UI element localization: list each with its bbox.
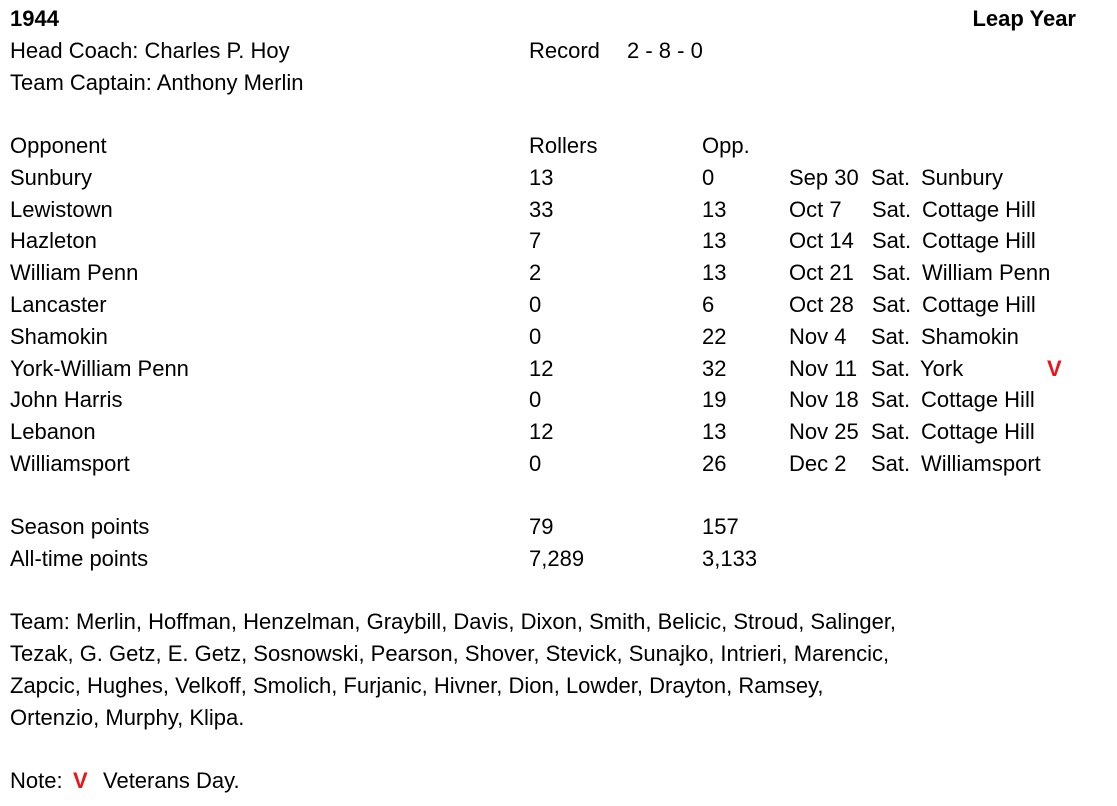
game-day: Sat.	[872, 292, 912, 317]
game-location: Sunbury	[921, 165, 1003, 190]
opponent-score: 13	[702, 260, 727, 285]
all-time-points-rollers: 7,289	[529, 546, 585, 571]
year-heading: 1944	[10, 6, 59, 31]
head-coach: Head Coach: Charles P. Hoy	[10, 38, 290, 63]
opponent-name: Lewistown	[10, 197, 113, 222]
rollers-score: 7	[529, 228, 542, 253]
all-time-points-opp: 3,133	[702, 546, 758, 571]
opponent-score: 13	[702, 228, 727, 253]
game-location: Cottage Hill	[922, 197, 1036, 222]
leap-year-note: Leap Year	[972, 6, 1076, 31]
rollers-score: 0	[529, 387, 542, 412]
game-location: Williamsport	[921, 451, 1041, 476]
opponent-score: 13	[702, 197, 727, 222]
rollers-score: 12	[529, 356, 554, 381]
team-roster-line: Ortenzio, Murphy, Klipa.	[10, 705, 245, 730]
all-time-points-label: All-time points	[10, 546, 149, 571]
opponent-score: 6	[702, 292, 715, 317]
opponent-score: 22	[702, 324, 727, 349]
opponent-name: John Harris	[10, 387, 123, 412]
rollers-score: 0	[529, 292, 542, 317]
game-day: Sat.	[871, 165, 911, 190]
game-date: Oct 14	[789, 228, 854, 253]
team-captain: Team Captain: Anthony Merlin	[10, 70, 304, 95]
game-day: Sat.	[871, 387, 911, 412]
rollers-score: 12	[529, 419, 554, 444]
game-day: Sat.	[871, 419, 911, 444]
game-day: Sat.	[871, 324, 911, 349]
rollers-score: 0	[529, 451, 542, 476]
opponent-name: William Penn	[10, 260, 139, 285]
game-day: Sat.	[872, 228, 912, 253]
game-day: Sat.	[872, 260, 912, 285]
game-location: Cottage Hill	[921, 419, 1035, 444]
opponent-name: Hazleton	[10, 228, 97, 253]
veterans-day-mark: V	[1047, 356, 1062, 381]
game-day: Sat.	[872, 197, 912, 222]
game-date: Oct 7	[789, 197, 842, 222]
game-date: Nov 4	[789, 324, 847, 349]
rollers-score: 33	[529, 197, 554, 222]
game-date: Oct 21	[789, 260, 854, 285]
opponent-score: 13	[702, 419, 727, 444]
game-location: Cottage Hill	[922, 228, 1036, 253]
opponent-name: Williamsport	[10, 451, 130, 476]
game-day: Sat.	[871, 451, 911, 476]
rollers-score: 13	[529, 165, 554, 190]
team-roster-line: Tezak, G. Getz, E. Getz, Sosnowski, Pearson, Shover, Stevick, Sunajko, Intrieri, Marencic,	[10, 641, 890, 666]
team-roster-line: Team: Merlin, Hoffman, Henzelman, Graybill, Davis, Dixon, Smith, Belicic, Stroud, Salinger,	[10, 609, 897, 634]
column-opponent: Opponent	[10, 133, 107, 158]
game-date: Nov 18	[789, 387, 859, 412]
game-date: Oct 28	[789, 292, 854, 317]
column-opp: Opp.	[702, 133, 750, 158]
opponent-name: Lancaster	[10, 292, 107, 317]
rollers-score: 2	[529, 260, 542, 285]
opponent-score: 19	[702, 387, 727, 412]
footnote-text: Veterans Day.	[103, 768, 240, 793]
game-date: Nov 25	[789, 419, 859, 444]
column-rollers: Rollers	[529, 133, 598, 158]
opponent-score: 26	[702, 451, 727, 476]
opponent-name: York-William Penn	[10, 356, 189, 381]
record-value: 2 - 8 - 0	[627, 38, 703, 63]
opponent-name: Lebanon	[10, 419, 96, 444]
footnote-prefix: Note:	[10, 768, 63, 793]
game-location: Cottage Hill	[921, 387, 1035, 412]
game-day: Sat.	[871, 356, 911, 381]
game-date: Dec 2	[789, 451, 847, 476]
footnote-mark: V	[73, 768, 88, 793]
game-location: Cottage Hill	[922, 292, 1036, 317]
opponent-name: Shamokin	[10, 324, 108, 349]
season-points-rollers: 79	[529, 514, 554, 539]
game-date: Nov 11	[789, 356, 858, 381]
opponent-name: Sunbury	[10, 165, 92, 190]
season-points-opp: 157	[702, 514, 739, 539]
opponent-score: 0	[702, 165, 715, 190]
record-label: Record	[529, 38, 600, 63]
season-points-label: Season points	[10, 514, 150, 539]
game-location: Shamokin	[921, 324, 1019, 349]
rollers-score: 0	[529, 324, 542, 349]
game-date: Sep 30	[789, 165, 859, 190]
team-roster-line: Zapcic, Hughes, Velkoff, Smolich, Furjanic, Hivner, Dion, Lowder, Drayton, Ramsey,	[10, 673, 824, 698]
game-location: York	[920, 356, 964, 381]
opponent-score: 32	[702, 356, 727, 381]
game-location: William Penn	[922, 260, 1051, 285]
